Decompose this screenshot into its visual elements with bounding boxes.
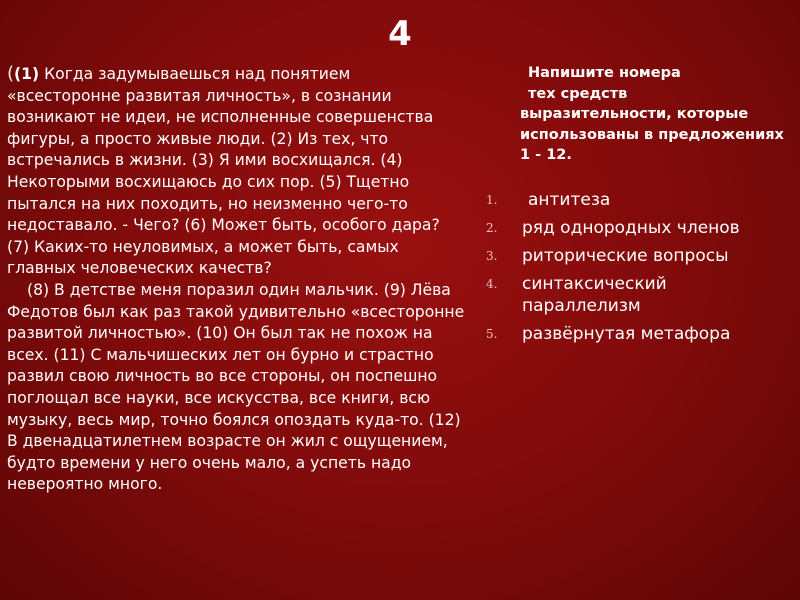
option-item bbox=[486, 274, 786, 317]
option-number: 3. bbox=[486, 249, 498, 263]
option-number: 1. bbox=[486, 193, 498, 207]
passage-sentence-1-number: (1) bbox=[14, 65, 40, 83]
text-passage bbox=[7, 63, 465, 496]
passage-paragraph-2: (8) В детстве меня поразил один мальчик. (9) Лёва Федотов был как раз такой удивительно «всесторонне развитой личностью». (10) Он был так не похож на всех. (11) С мальчишеских лет он бурно и страстно развил свою личность во все стороны, он поспешно поглощал все науки, все искусства, все книги, всю музыку, весь мир, точно боялся опоздать куда-то. (12) В двенадцатилетнем возрасте он жил с ощущением, будто времени у него очень мало, а успеть надо невероятно много. bbox=[7, 280, 465, 494]
passage-paragraph-1-text: Когда задумываешься над понятием «всесторонне развитая личность», в сознании возникают не идеи, не исполненные совершенства фигуры, а просто живые люди. (2) Из тех, что встречались в жизни. (3) Я ими восхищался. (4) Некоторыми восхищаюсь до сих пор. (5) Тщетно пытался на них походить, но неизменно чего-то недоставало. - Чего? (6) Может быть, особого дара? (7) Каких-то неуловимых, а может быть, самых главных человеческих качеств? bbox=[7, 65, 440, 278]
option-item bbox=[486, 190, 786, 212]
task-line-1: Напишите номера bbox=[528, 65, 681, 81]
option-label: развёрнутая метафора bbox=[522, 323, 731, 344]
option-label: антитеза bbox=[528, 190, 611, 210]
option-number: 5. bbox=[486, 326, 498, 341]
option-number: 4. bbox=[486, 277, 498, 291]
option-item bbox=[486, 218, 786, 240]
option-label: синтаксический параллелизм bbox=[522, 274, 667, 316]
passage-paragraph-1 bbox=[7, 63, 465, 280]
option-label: ряд однородных членов bbox=[522, 218, 740, 238]
option-item bbox=[486, 324, 786, 346]
task-instruction bbox=[520, 63, 790, 166]
slide-number: 4 bbox=[388, 14, 412, 54]
task-line-2: тех средств bbox=[528, 85, 628, 102]
answer-options-list bbox=[486, 190, 786, 352]
option-number: 2. bbox=[486, 221, 498, 235]
option-label: риторические вопросы bbox=[522, 246, 729, 266]
task-line-3: выразительности, которые использованы в предложениях 1 - 12. bbox=[520, 106, 784, 163]
option-item bbox=[486, 246, 786, 268]
passage-open-paren: ( bbox=[7, 63, 15, 84]
